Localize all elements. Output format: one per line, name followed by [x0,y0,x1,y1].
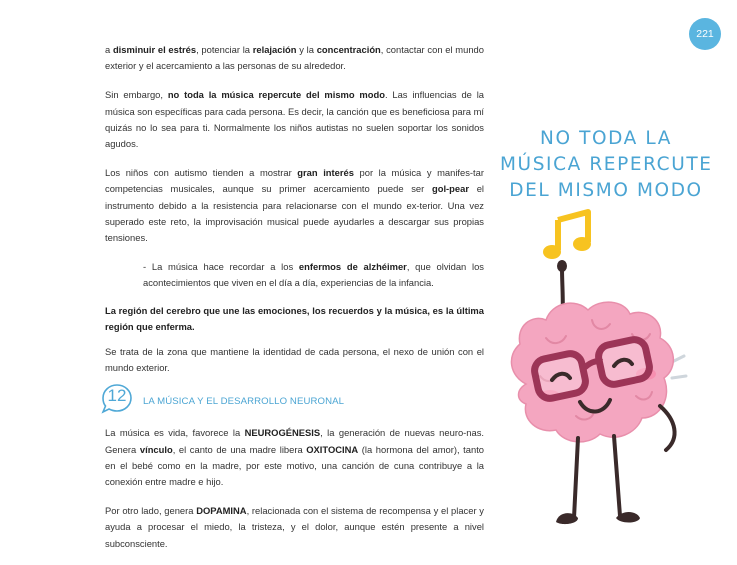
body-text-column [105,42,484,565]
paragraph-3: Los niños con autismo tienden a mostrar gran interés por la música y manifes-tar competencias musicales, aunque su primer acercamiento puede ser gol-pear el instrumento debido a la resistencia para relacionarse con el mundo ex-terior. Una vez superado este reto, la improvisación musical puede ayudarles a descargar sus propias tensiones. [105,167,484,244]
paragraph-8: Por otro lado, genera DOPAMINA, relacionada con el sistema de recompensa y el placer y ayuda a procesar el miedo, la tristeza, y el dolor, aunque estén presente a nivel subconsciente. [105,505,484,549]
section-heading [105,386,484,419]
pull-quote-line-1: NO TODA LA [540,128,672,149]
indented-quote: - La música hace recordar a los enfermos de alzhéimer, que olvidan los acontecimientos que viven en el día a día, experiencias de la infancia. [143,261,484,289]
pull-quote-line-2: MÚSICA REPERCUTE [500,154,713,175]
paragraph-5: La región del cerebro que une las emociones, los recuerdos y la música, es la última región que enferma. [105,304,484,332]
section-number: 12 [107,386,127,406]
section-number-badge [101,383,133,415]
pull-quote-line-3: DEL MISMO MODO [509,180,703,201]
paragraph-1: a disminuir el estrés, potenciar la relajación y la concentración, contactar con el mundo exterior y el acercamiento a las personas de su alrededor. [105,44,484,72]
page-number: 221 [689,18,721,50]
section-title: LA MÚSICA Y EL DESARROLLO NEURONAL [143,396,345,408]
paragraph-6: Se trata de la zona que mantiene la identidad de cada persona, el nexo de unión con el mundo exterior. [105,346,484,374]
brain-illustration [496,206,696,536]
music-note-icon [543,212,591,259]
paragraph-7: La música es vida, favorece la NEUROGÉNESIS, la generación de nuevas neuro-nas. Genera vínculo, el canto de una madre libera OXITOCINA (la hormona del amor), tanto en el bebé como en la madre, por este motivo, una canción de cuna contribuye a la conexión entre madre e hijo. [105,427,485,488]
pull-quote [500,126,712,204]
paragraph-2: Sin embargo, no toda la música repercute del mismo modo. Las influencias de la música son específicas para cada persona. Es decir, la canción que es beneficiosa para mí quizás no lo sea para ti. Normalmente los niños autistas no suelen soportar los sonidos agudos. [105,89,484,150]
